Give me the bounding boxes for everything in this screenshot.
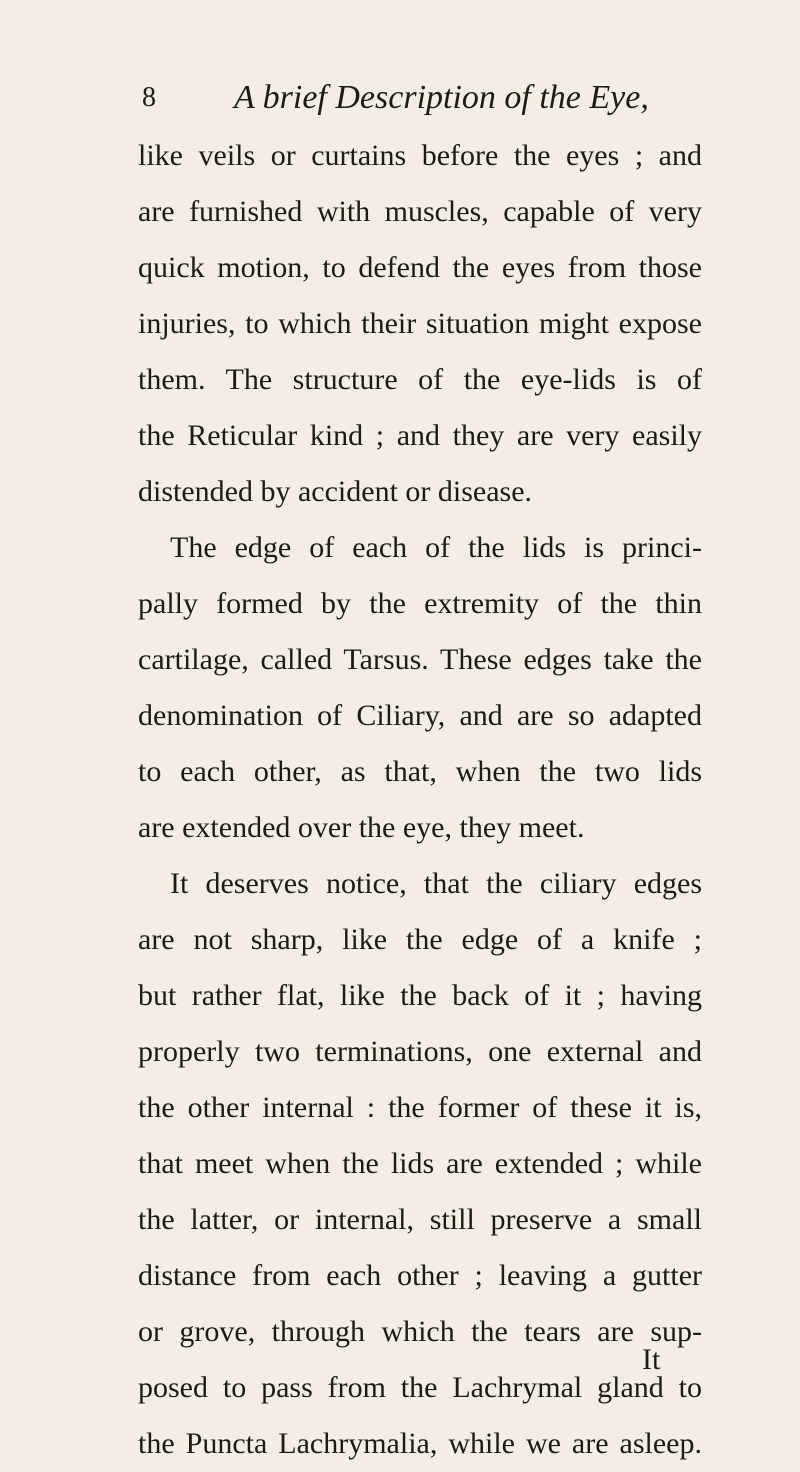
page-number: 8 [142, 82, 156, 113]
text-line: injuries, to which their situation might expose [138, 307, 702, 340]
text-line: denomination of Ciliary, and are so adapted [138, 699, 702, 732]
text-line: pally formed by the extremity of the thin [138, 587, 702, 620]
text-line: distance from each other ; leaving a gutter [138, 1259, 702, 1292]
text-line: to each other, as that, when the two lids [138, 755, 702, 788]
text-line: the Puncta Lachrymalia, while we are asleep. [138, 1427, 702, 1460]
catchword: It [642, 1343, 661, 1376]
running-head: A brief Description of the Eye, [234, 79, 649, 116]
text-line: the Reticular kind ; and they are very easily [138, 419, 702, 452]
text-line: like veils or curtains before the eyes ; and [138, 139, 702, 172]
text-line: cartilage, called Tarsus. These edges take the [138, 643, 702, 676]
text-line: them. The structure of the eye-lids is of [138, 363, 702, 396]
text-line: are not sharp, like the edge of a knife ; [138, 923, 702, 956]
text-line: are extended over the eye, they meet. [138, 811, 585, 844]
text-line: that meet when the lids are extended ; while [138, 1147, 702, 1180]
text-line: properly two terminations, one external and [138, 1035, 702, 1068]
text-line: but rather flat, like the back of it ; having [138, 979, 702, 1012]
text-line: The edge of each of the lids is princi- [170, 531, 702, 564]
text-line: are furnished with muscles, capable of very [138, 195, 702, 228]
text-line: or grove, through which the tears are sup- [138, 1315, 702, 1348]
body-text [138, 128, 702, 1472]
text-line: distended by accident or disease. [138, 475, 533, 508]
text-line: the other internal : the former of these it is, [138, 1091, 702, 1124]
text-line: It deserves notice, that the ciliary edges [170, 867, 702, 900]
page-header [142, 78, 682, 118]
text-line: the latter, or internal, still preserve a small [138, 1203, 702, 1236]
text-line: posed to pass from the Lachrymal gland to [138, 1371, 702, 1404]
text-line: quick motion, to defend the eyes from those [138, 251, 702, 284]
